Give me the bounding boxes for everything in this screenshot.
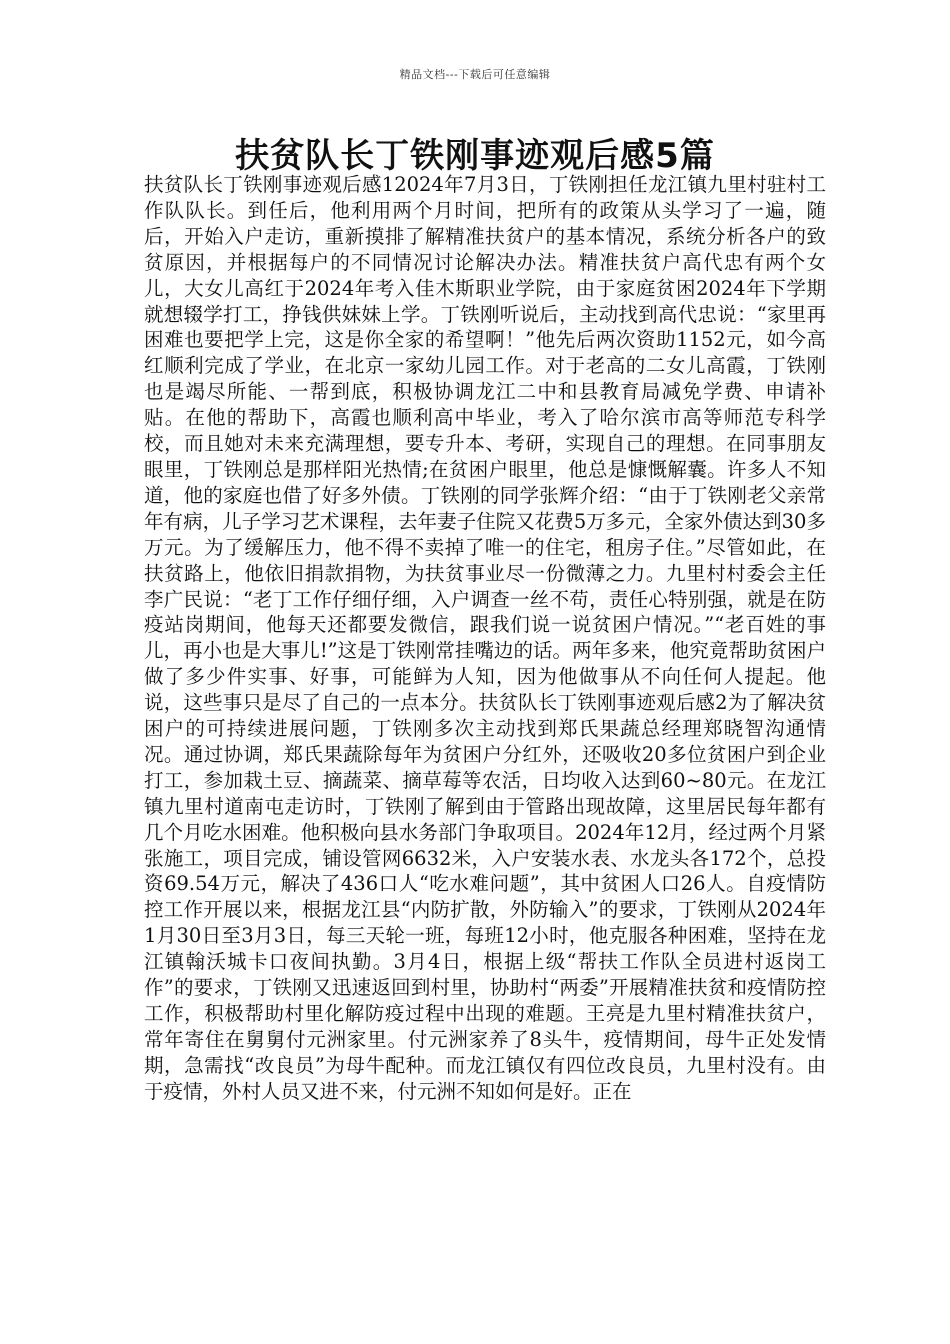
document-body-text: 扶贫队长丁铁刚事迹观后感12024年7月3日，丁铁刚担任龙江镇九里村驻村工作队队长。到任后，他利用两个月时间，把所有的政策从头学习了一遍，随后，开始入户走访，重新摸排了解精准扶贫户的基本情况，系统分析各户的致贫原因，并根据每户的不同情况讨论解决办法。精准扶贫户高代忠有两个女儿，大女儿高红于2024年考入佳木斯职业学院，由于家庭贫困2024年下学期就想辍学打工，挣钱供妹妹上学。丁铁刚听说后，主动找到高代忠说：“家里再困难也要把学上完，这是你全家的希望啊！”他先后两次资助1152元，如今高红顺利完成了学业，在北京一家幼儿园工作。对于老高的二女儿高霞，丁铁刚也是竭尽所能、一帮到底，积极协调龙江二中和县教育局减免学费、申请补贴。在他的帮助下，高霞也顺利高中毕业，考入了哈尔滨市高等师范专科学校，而且她对未来充满理想，要专升本、考研，实现自己的理想。在同事朋友眼里，丁铁刚总是那样阳光热情;在贫困户眼里，他总是慷慨解囊。许多人不知道，他的家庭也借了好多外债。丁铁刚的同学张辉介绍：“由于丁铁刚老父亲常年有病，儿子学习艺术课程，去年妻子住院又花费5万多元，全家外债达到30多万元。为了缓解压力，他不得不卖掉了唯一的住宅，租房子住。”尽管如此，在扶贫路上，他依旧捐款捐物，为扶贫事业尽一份微薄之力。九里村村委会主任李广民说：“老丁工作仔细仔细，入户调查一丝不苟，责任心特别强，就是在防疫站岗期间，他每天还都要发微信，跟我们说一说贫困户情况。”“老百姓的事儿，再小也是大事儿!”这是丁铁刚常挂嘴边的话。两年多来，他究竟帮助贫困户做了多少件实事、好事，可能鲜为人知，因为他做事从不向任何人提起。他说，这些事只是尽了自己的一点本分。扶贫队长丁铁刚事迹观后感2为了解决贫困户的可持续进展问题，丁铁刚多次主动找到郑氏果蔬总经理郑晓智沟通情况。通过协调，郑氏果蔬除每年为贫困户分红外，还吸收20多位贫困户到企业打工，参加栽土豆、摘蔬菜、摘草莓等农活，日均收入达到60~80元。在龙江镇九里村道南屯走访时，丁铁刚了解到由于管路出现故障，这里居民每年都有几个月吃水困难。他积极向县水务部门争取项目。2024年12月，经过两个月紧张施工，项目完成，铺设管网6632米，入户安装水表、水龙头各172个，总投资69.54万元，解决了436口人“吃水难问题”，其中贫困人口26人。自疫情防控工作开展以来，根据龙江县“内防扩散，外防输入”的要求，丁铁刚从2024年1月30日至3月3日，每三天轮一班，每班12小时，他克服各种困难，坚持在龙江镇翰沃城卡口夜间执勤。3月4日，根据上级“帮扶工作队全员进村返岗工作”的要求，丁铁刚又迅速返回到村里，协助村“两委”开展精准扶贫和疫情防控工作，积极帮助村里化解防疫过程中出现的难题。王亮是九里村精准扶贫户，常年寄住在舅舅付元洲家里。付元洲家养了8头牛，疫情期间，母牛正处发情期，急需找“改良员”为母牛配种。而龙江镇仅有四位改良员，九里村没有。由于疫情，外村人员又进不来，付元洲不知如何是好。正在 (144, 173, 826, 1103)
document-title: 扶贫队长丁铁刚事迹观后感5篇 (235, 136, 715, 176)
header-note: 精品文档---下载后可任意编辑 (399, 68, 551, 81)
